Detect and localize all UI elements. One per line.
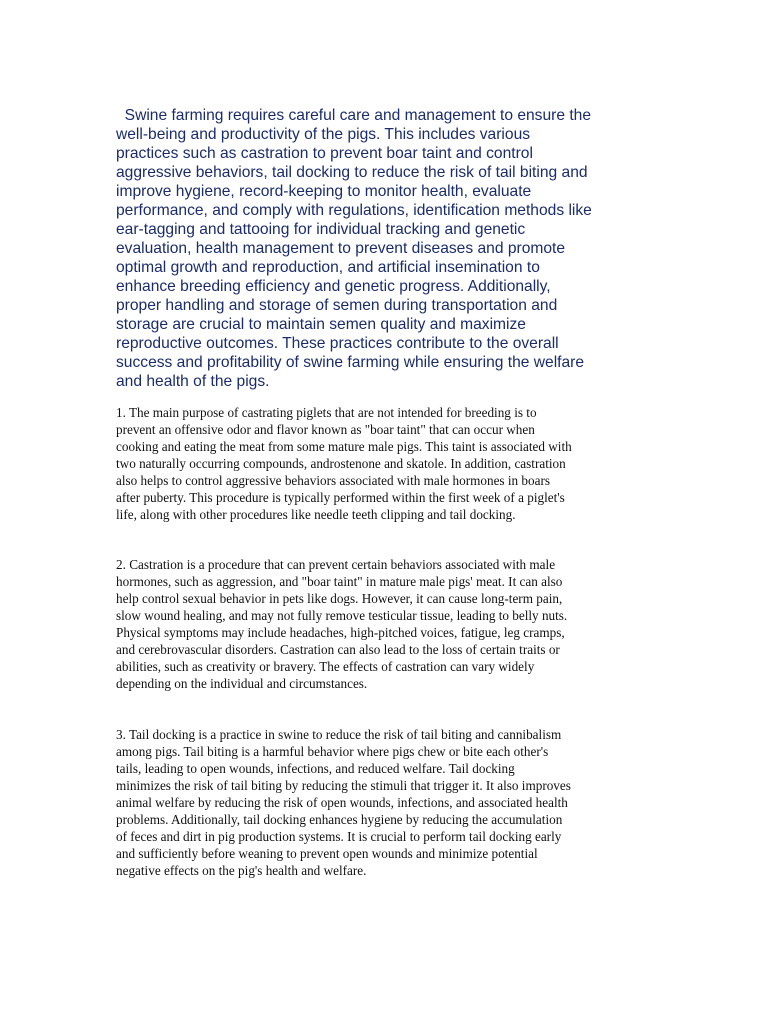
- intro-paragraph: Swine farming requires careful care and management to ensure the well-being and productivity of the pigs. This includes various practices such as castration to prevent boar taint and control aggressive behaviors, tail docking to reduce the risk of tail biting and improve hygiene, record-keeping to monitor health, evaluate performance, and comply with regulations, identification methods like ear-tagging and tattooing for individual tracking and genetic evaluation, health management to prevent diseases and promote optimal growth and reproduction, and artificial insemination to enhance breeding efficiency and genetic progress. Additionally, proper handling and storage of semen during transportation and storage are crucial to maintain semen quality and maximize reproductive outcomes. These practices contribute to the overall success and profitability of swine farming while ensuring the welfare and health of the pigs.: [116, 107, 592, 390]
- paragraph-tail-docking: 3. Tail docking is a practice in swine to reduce the risk of tail biting and cannibalism among pigs. Tail biting is a harmful behavior where pigs chew or bite each other's tails, leading to open wounds, infections, and reduced welfare. Tail docking minimizes the risk of tail biting by reducing the stimuli that trigger it. It also improves animal welfare by reducing the risk of open wounds, infections, and associated health problems. Additionally, tail docking enhances hygiene by reducing the accumulation of feces and dirt in pig production systems. It is crucial to perform tail docking early and sufficiently before weaning to prevent open wounds and minimize potential negative effects on the pig's health and welfare.: [116, 727, 571, 878]
- paragraph-castration-effects: 2. Castration is a procedure that can prevent certain behaviors associated with male hormones, such as aggression, and "boar taint" in mature male pigs' meat. It can also help control sexual behavior in pets like dogs. However, it can cause long-term pain, slow wound healing, and may not fully remove testicular tissue, leading to belly nuts. Physical symptoms may include headaches, high-pitched voices, fatigue, leg cramps, and cerebrovascular disorders. Castration can also lead to the loss of certain traits or abilities, such as creativity or bravery. The effects of castration can vary widely depending on the individual and circumstances.: [116, 557, 568, 691]
- paragraph-castration-purpose: 1. The main purpose of castrating piglets that are not intended for breeding is to prevent an offensive odor and flavor known as "boar taint" that can occur when cooking and eating the meat from some mature male pigs. This taint is associated with two naturally occurring compounds, androstenone and skatole. In addition, castration also helps to control aggressive behaviors associated with male hormones in boars after puberty. This procedure is typically performed within the first week of a piglet's life, along with other procedures like needle teeth clipping and tail docking.: [116, 405, 572, 522]
